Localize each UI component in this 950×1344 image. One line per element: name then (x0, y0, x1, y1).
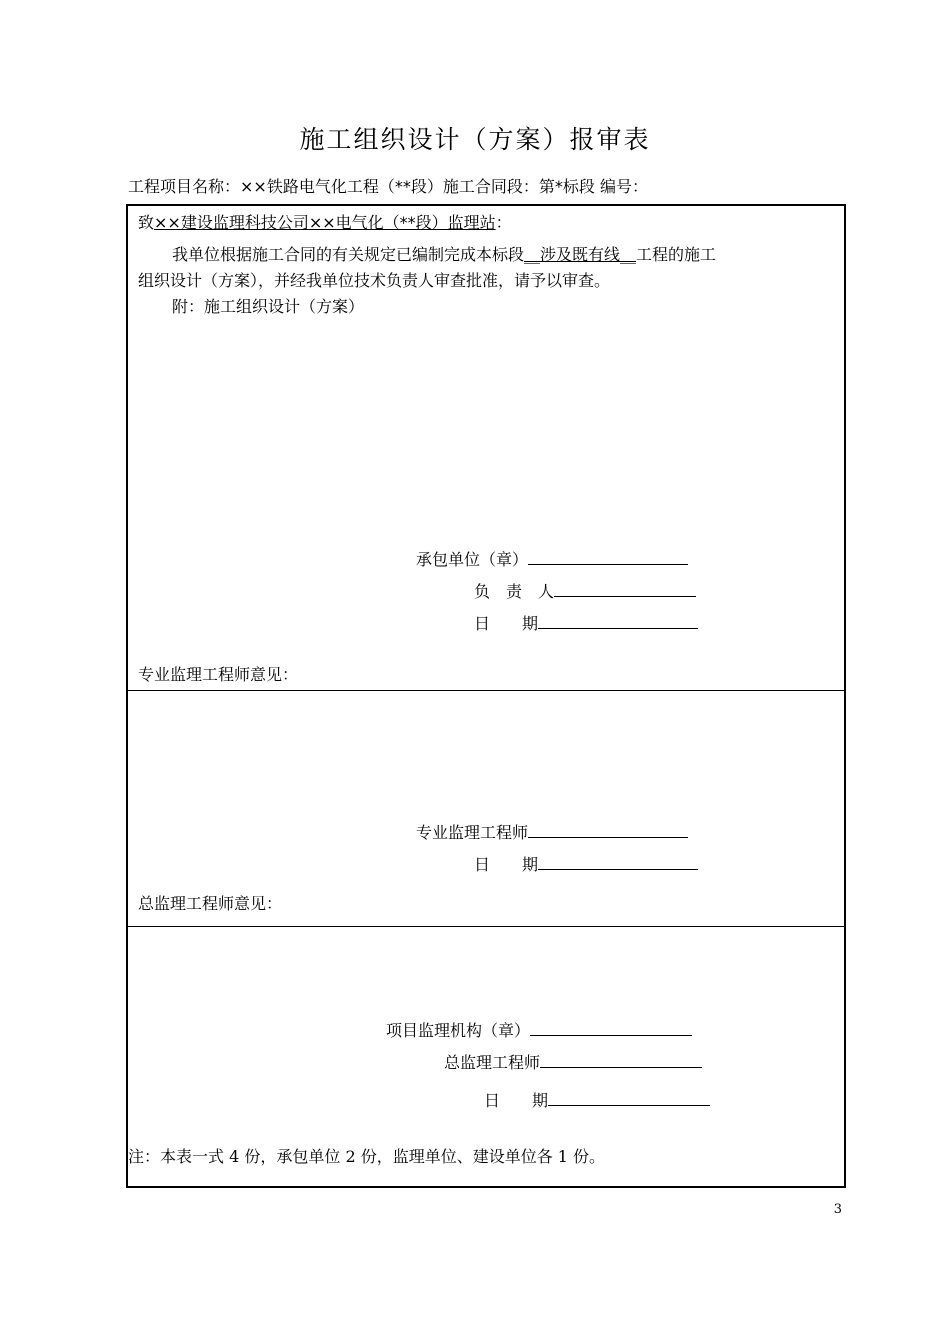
contract-section-value: 第*标段 (538, 177, 595, 196)
org-seal-label: 项目监理机构（章） (386, 1021, 531, 1040)
date-line (538, 855, 698, 870)
responsible-person-label: 负 责 人 (474, 582, 555, 601)
project-name-value: ××铁路电气化工程（**段） (240, 177, 443, 196)
addressee-suffix: ： (495, 213, 512, 232)
date-label: 日 期 (474, 855, 539, 874)
body-line-1 (172, 242, 716, 265)
engineer-signature-row (416, 820, 688, 843)
body-text: 我单位根据施工合同的有关规定已编制完成本标段 (172, 245, 525, 264)
engineer-line (528, 823, 688, 838)
date-label: 日 期 (484, 1091, 549, 1110)
section-divider-2 (128, 926, 844, 927)
chief-opinion-label: 总监理工程师意见： (138, 894, 283, 913)
page-number: 3 (833, 1202, 842, 1217)
body-line-2: 组织设计（方案），并经我单位技术负责人审查批准，请予以审查。 (138, 271, 611, 290)
addressee-line (138, 210, 512, 233)
project-name-label: 工程项目名称： (128, 177, 241, 196)
addressee: ××建设监理科技公司××电气化（**段）监理站 (154, 213, 496, 232)
responsible-signature-row (474, 579, 696, 602)
responsible-person-line (554, 582, 696, 597)
specialist-opinion-label: 专业监理工程师意见： (138, 665, 299, 684)
approval-form (126, 204, 846, 1188)
date-signature-row-1 (474, 611, 698, 634)
contractor-seal-label: 承包单位（章） (416, 550, 529, 569)
date-signature-row-2 (474, 852, 698, 875)
footnote: 注：本表一式 4 份，承包单位 2 份，监理单位、建设单位各 1 份。 (128, 1147, 606, 1166)
number-label: 编号： (599, 177, 648, 196)
contractor-signature-row (416, 547, 688, 570)
org-seal-line (530, 1021, 692, 1036)
section-divider-1 (128, 690, 844, 691)
date-signature-row-3 (484, 1088, 710, 1111)
body-text-end: 工程的施工 (636, 245, 717, 264)
form-title: 施工组织设计（方案）报审表 (299, 125, 651, 154)
header-info (128, 174, 648, 197)
attachment-line: 附：施工组织设计（方案） (172, 297, 365, 316)
chief-engineer-label: 总监理工程师 (444, 1053, 541, 1072)
date-label: 日 期 (474, 614, 539, 633)
engineering-fill: __涉及既有线__ (524, 245, 637, 264)
contract-section-label: 施工合同段： (442, 177, 539, 196)
engineer-label: 专业监理工程师 (416, 823, 529, 842)
contractor-seal-line (528, 550, 688, 565)
to-prefix: 致 (138, 213, 155, 232)
date-line (548, 1091, 710, 1106)
date-line (538, 614, 698, 629)
org-signature-row (386, 1018, 692, 1041)
chief-engineer-line (540, 1053, 702, 1068)
chief-signature-row (444, 1050, 702, 1073)
